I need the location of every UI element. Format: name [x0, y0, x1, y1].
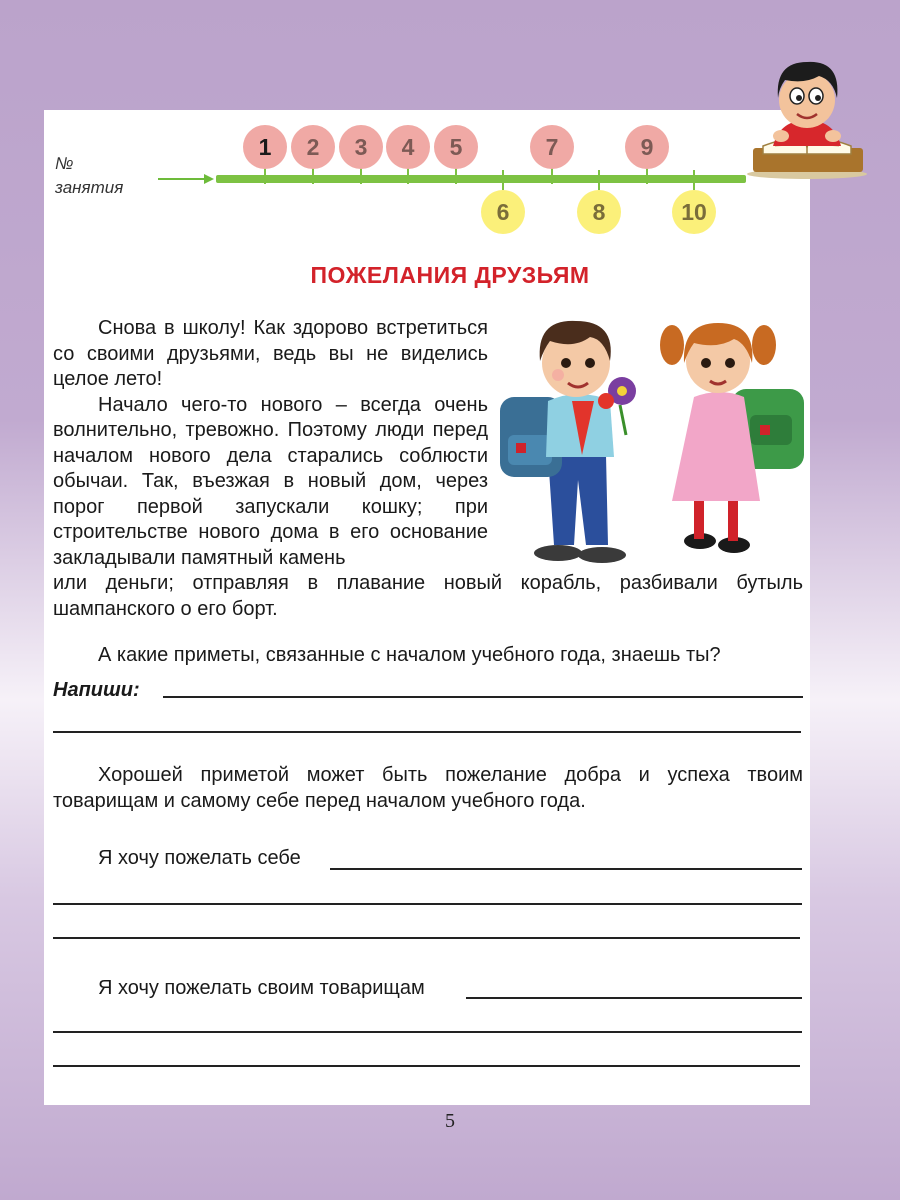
page-number: 5: [445, 1110, 455, 1132]
scale-tick: [693, 170, 695, 190]
answer-line[interactable]: [163, 696, 803, 698]
wish-friends-answer-line[interactable]: [53, 1065, 800, 1067]
paragraph-customs-end: или деньги; отправляя в плавание новый корабль, разбивали бутыль шампанского о его борт.: [53, 572, 803, 620]
lesson-bubble-current: 1: [243, 125, 287, 169]
lesson-bubble: 6: [481, 190, 525, 234]
lesson-bubble: 9: [625, 125, 669, 169]
lesson-bubble: 7: [530, 125, 574, 169]
wish-friends-answer-line[interactable]: [466, 997, 802, 999]
wish-self-label: Я хочу пожелать себе: [98, 847, 301, 869]
lesson-number-label: [55, 152, 123, 200]
wish-self-answer-line[interactable]: [53, 903, 802, 905]
wish-friends-answer-line[interactable]: [53, 1031, 802, 1033]
wish-self-answer-line[interactable]: [53, 937, 800, 939]
intro-text-block: [53, 316, 488, 571]
reading-boy-illustration: [745, 50, 870, 180]
wish-text-block: [53, 763, 803, 814]
paragraph-customs: Начало чего-то нового – всегда очень волнительно, тревожно. Поэтому люди перед началом нового дела старались соблюсти обычаи. Так, въезжая в новый дом, через порог первой запускали кошку; при строительстве нового дома в его основание закладывали памятный камень: [53, 393, 488, 569]
question-text: [53, 643, 803, 669]
page-title: ПОЖЕЛАНИЯ ДРУЗЬЯМ: [310, 262, 590, 288]
scale-tick: [502, 170, 504, 190]
lesson-bubble: 3: [339, 125, 383, 169]
lesson-bubble: 8: [577, 190, 621, 234]
scale-tick: [598, 170, 600, 190]
customs-text-continued: [53, 571, 803, 622]
lesson-bubble: 5: [434, 125, 478, 169]
lesson-scale-line: [216, 175, 746, 183]
lesson-bubble: 10: [672, 190, 716, 234]
arrow-right-icon: [204, 174, 214, 184]
school-children-illustration: [498, 305, 810, 567]
paragraph-intro: Снова в школу! Как здорово встретиться со своими друзьями, ведь вы не виделись целое лето!: [53, 317, 488, 390]
answer-line[interactable]: [53, 731, 801, 733]
arrow-line: [158, 178, 210, 180]
paragraph-wishes: Хорошей приметой может быть пожелание добра и успеха твоим товарищам и самому себе перед началом учебного года.: [53, 764, 803, 812]
lesson-number-sign: №: [55, 154, 74, 173]
lesson-word: занятия: [55, 178, 124, 197]
lesson-bubble: 4: [386, 125, 430, 169]
question: А какие приметы, связанные с началом учебного года, знаешь ты?: [98, 644, 721, 666]
write-label: Напиши:: [53, 679, 140, 701]
lesson-bubble: 2: [291, 125, 335, 169]
wish-friends-label: Я хочу пожелать своим товарищам: [98, 977, 425, 999]
wish-self-answer-line[interactable]: [330, 868, 802, 870]
